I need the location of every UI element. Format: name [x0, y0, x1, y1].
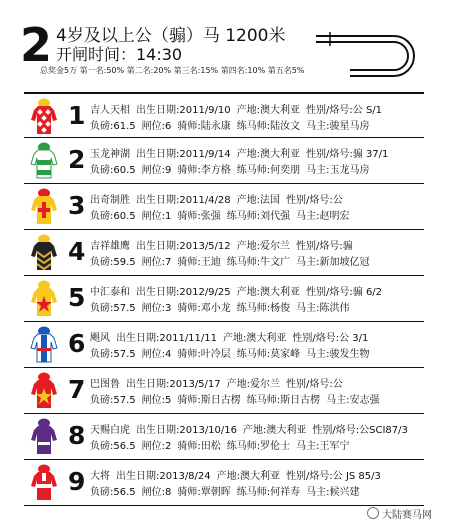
- jockey-silk-icon: [30, 142, 58, 180]
- runner-number: 8: [68, 421, 86, 450]
- jockey-silk-icon: [30, 188, 58, 226]
- watermark-logo-icon: [367, 507, 379, 519]
- jockey: 骑师:陆永康: [177, 121, 231, 132]
- trainer: 练马师:斯日古楞: [246, 395, 321, 406]
- jockey-silk-icon: [30, 464, 58, 502]
- trainer: 练马师:牛文广: [226, 257, 291, 268]
- horse-name: 中汇泰和: [90, 287, 130, 298]
- birth-date: 出生日期:2011/9/14: [136, 149, 231, 160]
- runner-row[interactable]: [24, 368, 424, 414]
- owner: 马主:安志强: [326, 395, 380, 406]
- runner-row[interactable]: [24, 460, 424, 506]
- runner-number: 9: [68, 467, 86, 496]
- gate: 闸位:8: [141, 487, 172, 498]
- sex-brand: 性别/烙号:公 3/1: [292, 333, 369, 344]
- jockey-silk-icon: [30, 280, 58, 318]
- jockey-silk-icon: [30, 98, 58, 136]
- origin: 产地:澳大利亚: [236, 105, 301, 116]
- trainer: 练马师:刘代强: [226, 211, 291, 222]
- horse-name: 天赐白虎: [90, 425, 130, 436]
- birth-date: 出生日期:2013/5/12: [136, 241, 231, 252]
- weight: 负磅:61.5: [90, 121, 136, 132]
- gate: 闸位:9: [141, 165, 172, 176]
- birth-date: 出生日期:2013/5/17: [126, 379, 221, 390]
- jockey: 骑师:张强: [177, 211, 221, 222]
- watermark: [367, 506, 432, 521]
- watermark-text: 大陆赛马网: [382, 510, 432, 521]
- race-number: 2: [20, 18, 53, 72]
- birth-date: 出生日期:2011/4/28: [136, 195, 231, 206]
- runner-row[interactable]: [24, 276, 424, 322]
- origin: 产地:爱尔兰: [236, 241, 291, 252]
- origin: 产地:澳大利亚: [243, 425, 307, 436]
- sex-brand: 性别/烙号:公 S/1: [306, 105, 383, 116]
- owner: 马主:陈洪伟: [296, 303, 350, 314]
- jockey: 骑师:邓小龙: [177, 303, 231, 314]
- jockey: 骑师:李方格: [177, 165, 231, 176]
- horse-name: 出奇制胜: [90, 195, 130, 206]
- owner: 马主:新加坡亿冠: [296, 257, 370, 268]
- birth-date: 出生日期:2011/9/10: [136, 105, 231, 116]
- origin: 产地:法国: [236, 195, 281, 206]
- weight: 负磅:59.5: [90, 257, 136, 268]
- runner-row[interactable]: [24, 230, 424, 276]
- owner: 马主:候兴建: [306, 487, 360, 498]
- owner: 马主:赵明宏: [296, 211, 350, 222]
- trainer: 练马师:罗伦士: [226, 441, 291, 452]
- sex-brand: 性别/烙号:公 JS 85/3: [286, 471, 381, 482]
- sex-brand: 性别/烙号:骟 6/2: [306, 287, 383, 298]
- horse-name: 吉祥雄鹰: [90, 241, 130, 252]
- owner: 马主:骏发生物: [306, 349, 370, 360]
- trainer: 练马师:何奕朋: [236, 165, 301, 176]
- gate: 闸位:7: [141, 257, 172, 268]
- birth-date: 出生日期:2012/9/25: [136, 287, 231, 298]
- runner-number: 1: [68, 101, 86, 130]
- gate: 闸位:6: [141, 121, 172, 132]
- weight: 负磅:56.5: [90, 441, 136, 452]
- owner: 马主:玉龙马房: [306, 165, 370, 176]
- runner-number: 3: [68, 191, 86, 220]
- jockey: 骑师:田松: [177, 441, 221, 452]
- gate: 闸位:4: [141, 349, 172, 360]
- prize-distribution: 总奖金5万 第一名:50% 第二名:20% 第三名:15% 第四名:10% 第五名5%: [40, 66, 305, 75]
- sex-brand: 性别/烙号:骟: [296, 241, 353, 252]
- horse-name: 大将: [90, 471, 110, 482]
- horse-name: 吉人天相: [90, 105, 130, 116]
- runner-list: [24, 92, 424, 506]
- birth-date: 出生日期:2011/11/11: [116, 333, 218, 344]
- runner-row[interactable]: [24, 138, 424, 184]
- weight: 负磅:56.5: [90, 487, 136, 498]
- runner-number: 6: [68, 329, 86, 358]
- race-title: 4岁及以上公（骟）马 1200米: [56, 26, 286, 46]
- runner-number: 7: [68, 375, 86, 404]
- birth-date: 出生日期:2013/8/24: [116, 471, 211, 482]
- owner: 马主:王军宁: [296, 441, 350, 452]
- start-time: 开闸时间：14:30: [56, 45, 183, 64]
- jockey-silk-icon: [30, 326, 58, 364]
- sex-brand: 性别/烙号:公: [286, 195, 343, 206]
- gate: 闸位:1: [141, 211, 172, 222]
- runner-row[interactable]: [24, 92, 424, 138]
- runner-number: 5: [68, 283, 86, 312]
- gate: 闸位:5: [141, 395, 172, 406]
- weight: 负磅:57.5: [90, 395, 136, 406]
- origin: 产地:澳大利亚: [236, 287, 301, 298]
- sex-brand: 性别/烙号:骟 37/1: [306, 149, 389, 160]
- horse-name: 玉龙神湖: [90, 149, 130, 160]
- runner-number: 2: [68, 145, 86, 174]
- jockey: 骑师:覃朝晖: [177, 487, 231, 498]
- trainer: 练马师:莫家峰: [236, 349, 301, 360]
- gate: 闸位:3: [141, 303, 172, 314]
- race-header: [0, 0, 450, 92]
- trainer: 练马师:杨俊: [236, 303, 291, 314]
- gate: 闸位:2: [141, 441, 172, 452]
- owner: 马主:骏星马房: [306, 121, 370, 132]
- jockey: 骑师:叶冷层: [177, 349, 231, 360]
- weight: 负磅:57.5: [90, 349, 136, 360]
- origin: 产地:澳大利亚: [216, 471, 281, 482]
- birth-date: 出生日期:2013/10/16: [136, 425, 238, 436]
- weight: 负磅:60.5: [90, 211, 136, 222]
- weight: 负磅:60.5: [90, 165, 136, 176]
- jockey-silk-icon: [30, 372, 58, 410]
- runner-row[interactable]: [24, 322, 424, 368]
- horse-name: 巴图鲁: [90, 379, 120, 390]
- weight: 负磅:57.5: [90, 303, 136, 314]
- runner-row[interactable]: [24, 414, 424, 460]
- sex-brand: 性别/烙号:公SCI87/3: [312, 425, 408, 436]
- sex-brand: 性别/烙号:公: [286, 379, 343, 390]
- jockey: 骑师:王迪: [177, 257, 221, 268]
- jockey: 骑师:斯日古楞: [177, 395, 241, 406]
- runner-row[interactable]: [24, 184, 424, 230]
- origin: 产地:澳大利亚: [223, 333, 287, 344]
- track-diagram-icon: [310, 30, 420, 82]
- runner-number: 4: [68, 237, 86, 266]
- jockey-silk-icon: [30, 234, 58, 272]
- origin: 产地:爱尔兰: [226, 379, 281, 390]
- horse-name: 飓风: [90, 333, 110, 344]
- origin: 产地:澳大利亚: [236, 149, 301, 160]
- trainer: 练马师:何祥寿: [236, 487, 301, 498]
- jockey-silk-icon: [30, 418, 58, 456]
- trainer: 练马师:陆汝文: [236, 121, 301, 132]
